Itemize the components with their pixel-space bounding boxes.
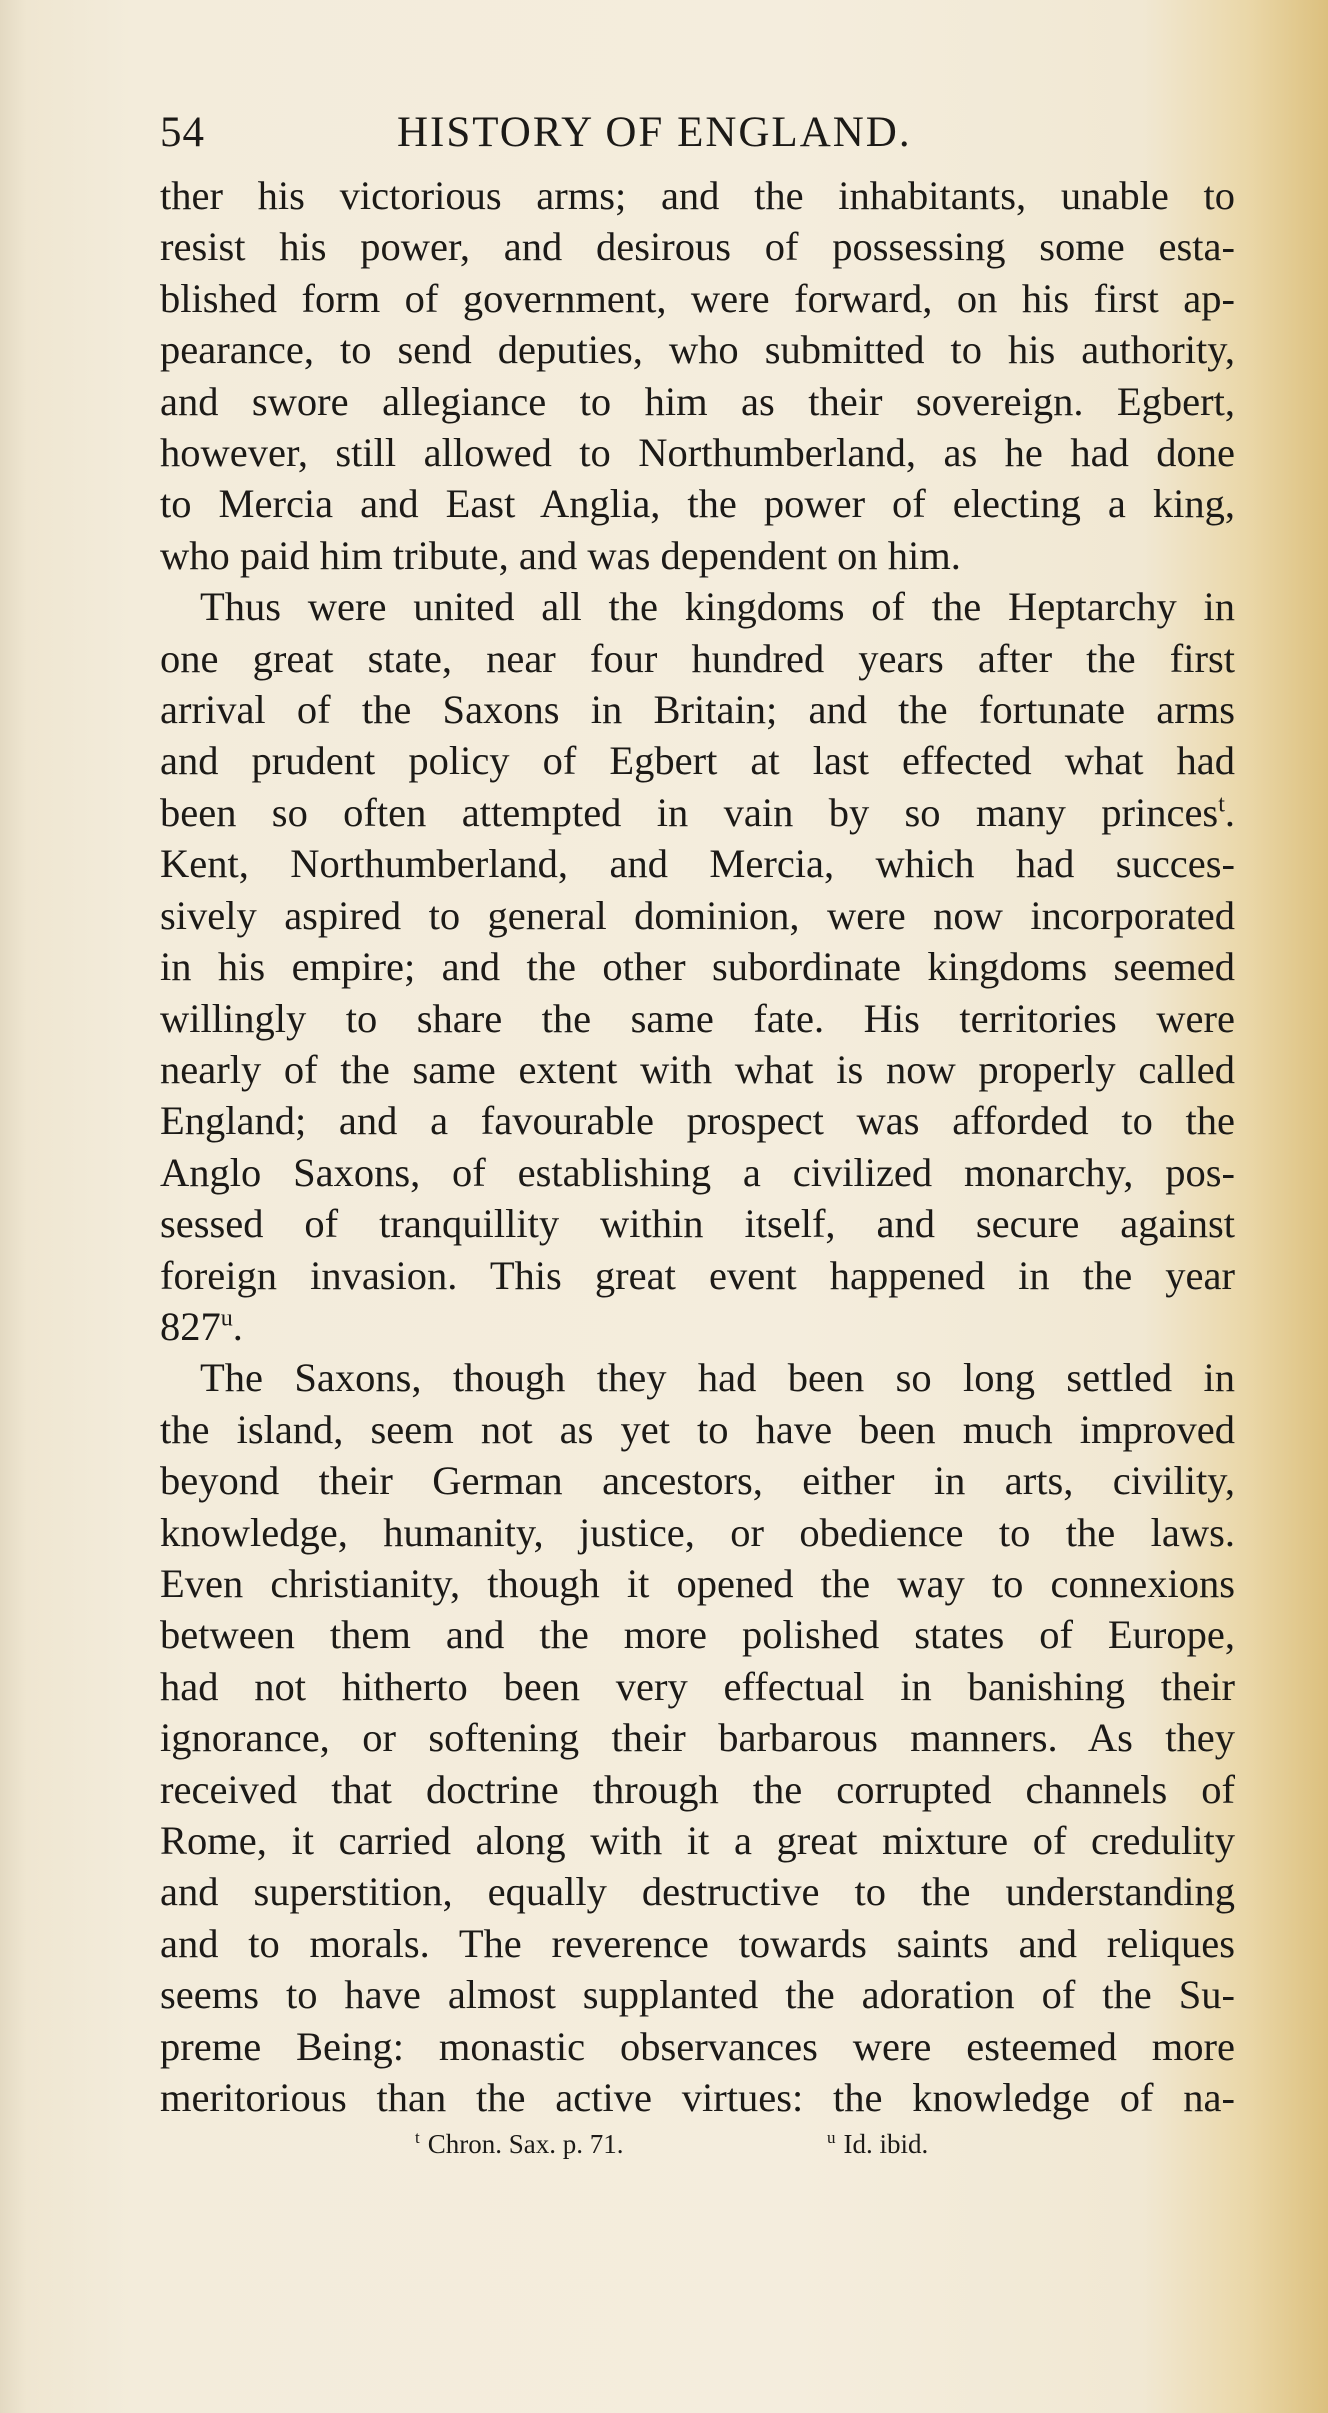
footnote-ref-t: t <box>1218 791 1225 818</box>
line-text: 827 <box>160 1303 221 1349</box>
footnote-ref-u: u <box>220 1305 233 1332</box>
text-line-with-footnote: been so often attempted in vain by so many princes$^t$. <box>160 789 1235 835</box>
text-line: Thus were united all the kingdoms of the Heptarchy in <box>200 584 1235 630</box>
text-line: meritorious than the active virtues: the knowledge of na- <box>160 2075 1235 2121</box>
text-line: beyond their German ancestors, either in arts, civility, <box>160 1458 1235 1504</box>
text-line: to Mercia and East Anglia, the power of electing a king, <box>160 481 1235 527</box>
text-line: resist his power, and desirous of possessing some esta- <box>160 224 1235 270</box>
footnote-text: Id. ibid. <box>843 2129 929 2160</box>
body-text <box>160 170 1235 2123</box>
book-page <box>160 108 1235 2169</box>
text-line: Kent, Northumberland, and Mercia, which had succes- <box>160 841 1235 887</box>
text-line: and superstition, equally destructive to the understanding <box>160 1869 1235 1915</box>
text-line: sessed of tranquillity within itself, and secure against <box>160 1201 1235 1247</box>
text-line: who paid him tribute, and was dependent on him. <box>160 532 961 578</box>
text-line: knowledge, humanity, justice, or obedience to the laws. <box>160 1509 1235 1555</box>
text-line: foreign invasion. This great event happened in the year <box>160 1252 1235 1298</box>
text-line: seems to have almost supplanted the adoration of the Su- <box>160 1972 1235 2018</box>
footnote-text: Chron. Sax. p. 71. <box>427 2129 624 2160</box>
text-line-with-footnote: 827$^u$. <box>160 1303 243 1349</box>
text-line: ther his victorious arms; and the inhabitants, unable to <box>160 173 1235 218</box>
page-number: 54 <box>160 109 205 156</box>
text-line: one great state, near four hundred years after the first <box>160 635 1235 681</box>
text-line: ignorance, or softening their barbarous manners. As they <box>160 1715 1235 1761</box>
text-line: The Saxons, though they had been so long settled in <box>200 1355 1235 1401</box>
text-line: Even christianity, though it opened the way to connexions <box>160 1560 1235 1606</box>
footnote-marker: u <box>827 2128 836 2148</box>
text-line: Rome, it carried along with it a great mixture of credulity <box>160 1818 1235 1863</box>
paragraph-3 <box>160 1352 1235 2123</box>
footnote-u <box>827 2129 928 2160</box>
text-line: however, still allowed to Northumberland, as he had done <box>160 430 1235 476</box>
line-text: been so often attempted in vain by so many princes <box>160 789 1219 835</box>
text-line: sively aspired to general dominion, were now incorporated <box>160 892 1235 938</box>
running-head <box>160 108 1235 170</box>
text-line: nearly of the same extent with what is now properly called <box>160 1046 1235 1092</box>
text-line: preme Being: monastic observances were esteemed more <box>160 2023 1235 2069</box>
text-line: and swore allegiance to him as their sovereign. Egbert, <box>160 378 1235 424</box>
text-line: received that doctrine through the corrupted channels of <box>160 1766 1235 1812</box>
text-line: arrival of the Saxons in Britain; and the fortunate arms <box>160 687 1235 733</box>
paragraph-1 <box>160 170 1235 581</box>
text-line: and prudent policy of Egbert at last effected what had <box>160 738 1235 784</box>
text-line: willingly to share the same fate. His territories were <box>160 995 1235 1041</box>
running-title: HISTORY OF ENGLAND. <box>397 109 912 156</box>
text-line: in his empire; and the other subordinate kingdoms seemed <box>160 944 1235 990</box>
text-line: Anglo Saxons, of establishing a civilized monarchy, pos- <box>160 1149 1235 1195</box>
text-line: England; and a favourable prospect was afforded to the <box>160 1098 1235 1144</box>
footnotes <box>160 2129 1235 2169</box>
text-line: had not hitherto been very effectual in banishing their <box>160 1663 1235 1709</box>
footnote-marker: t <box>415 2128 420 2148</box>
text-line: and to morals. The reverence towards saints and reliques <box>160 1920 1235 1966</box>
text-line: between them and the more polished states of Europe, <box>160 1612 1235 1658</box>
text-line: blished form of government, were forward, on his first ap- <box>160 275 1235 321</box>
paragraph-2 <box>160 581 1235 1352</box>
text-line: pearance, to send deputies, who submitted to his authority, <box>160 327 1235 373</box>
text-line: the island, seem not as yet to have been much improved <box>160 1406 1235 1452</box>
footnote-t <box>415 2129 623 2160</box>
